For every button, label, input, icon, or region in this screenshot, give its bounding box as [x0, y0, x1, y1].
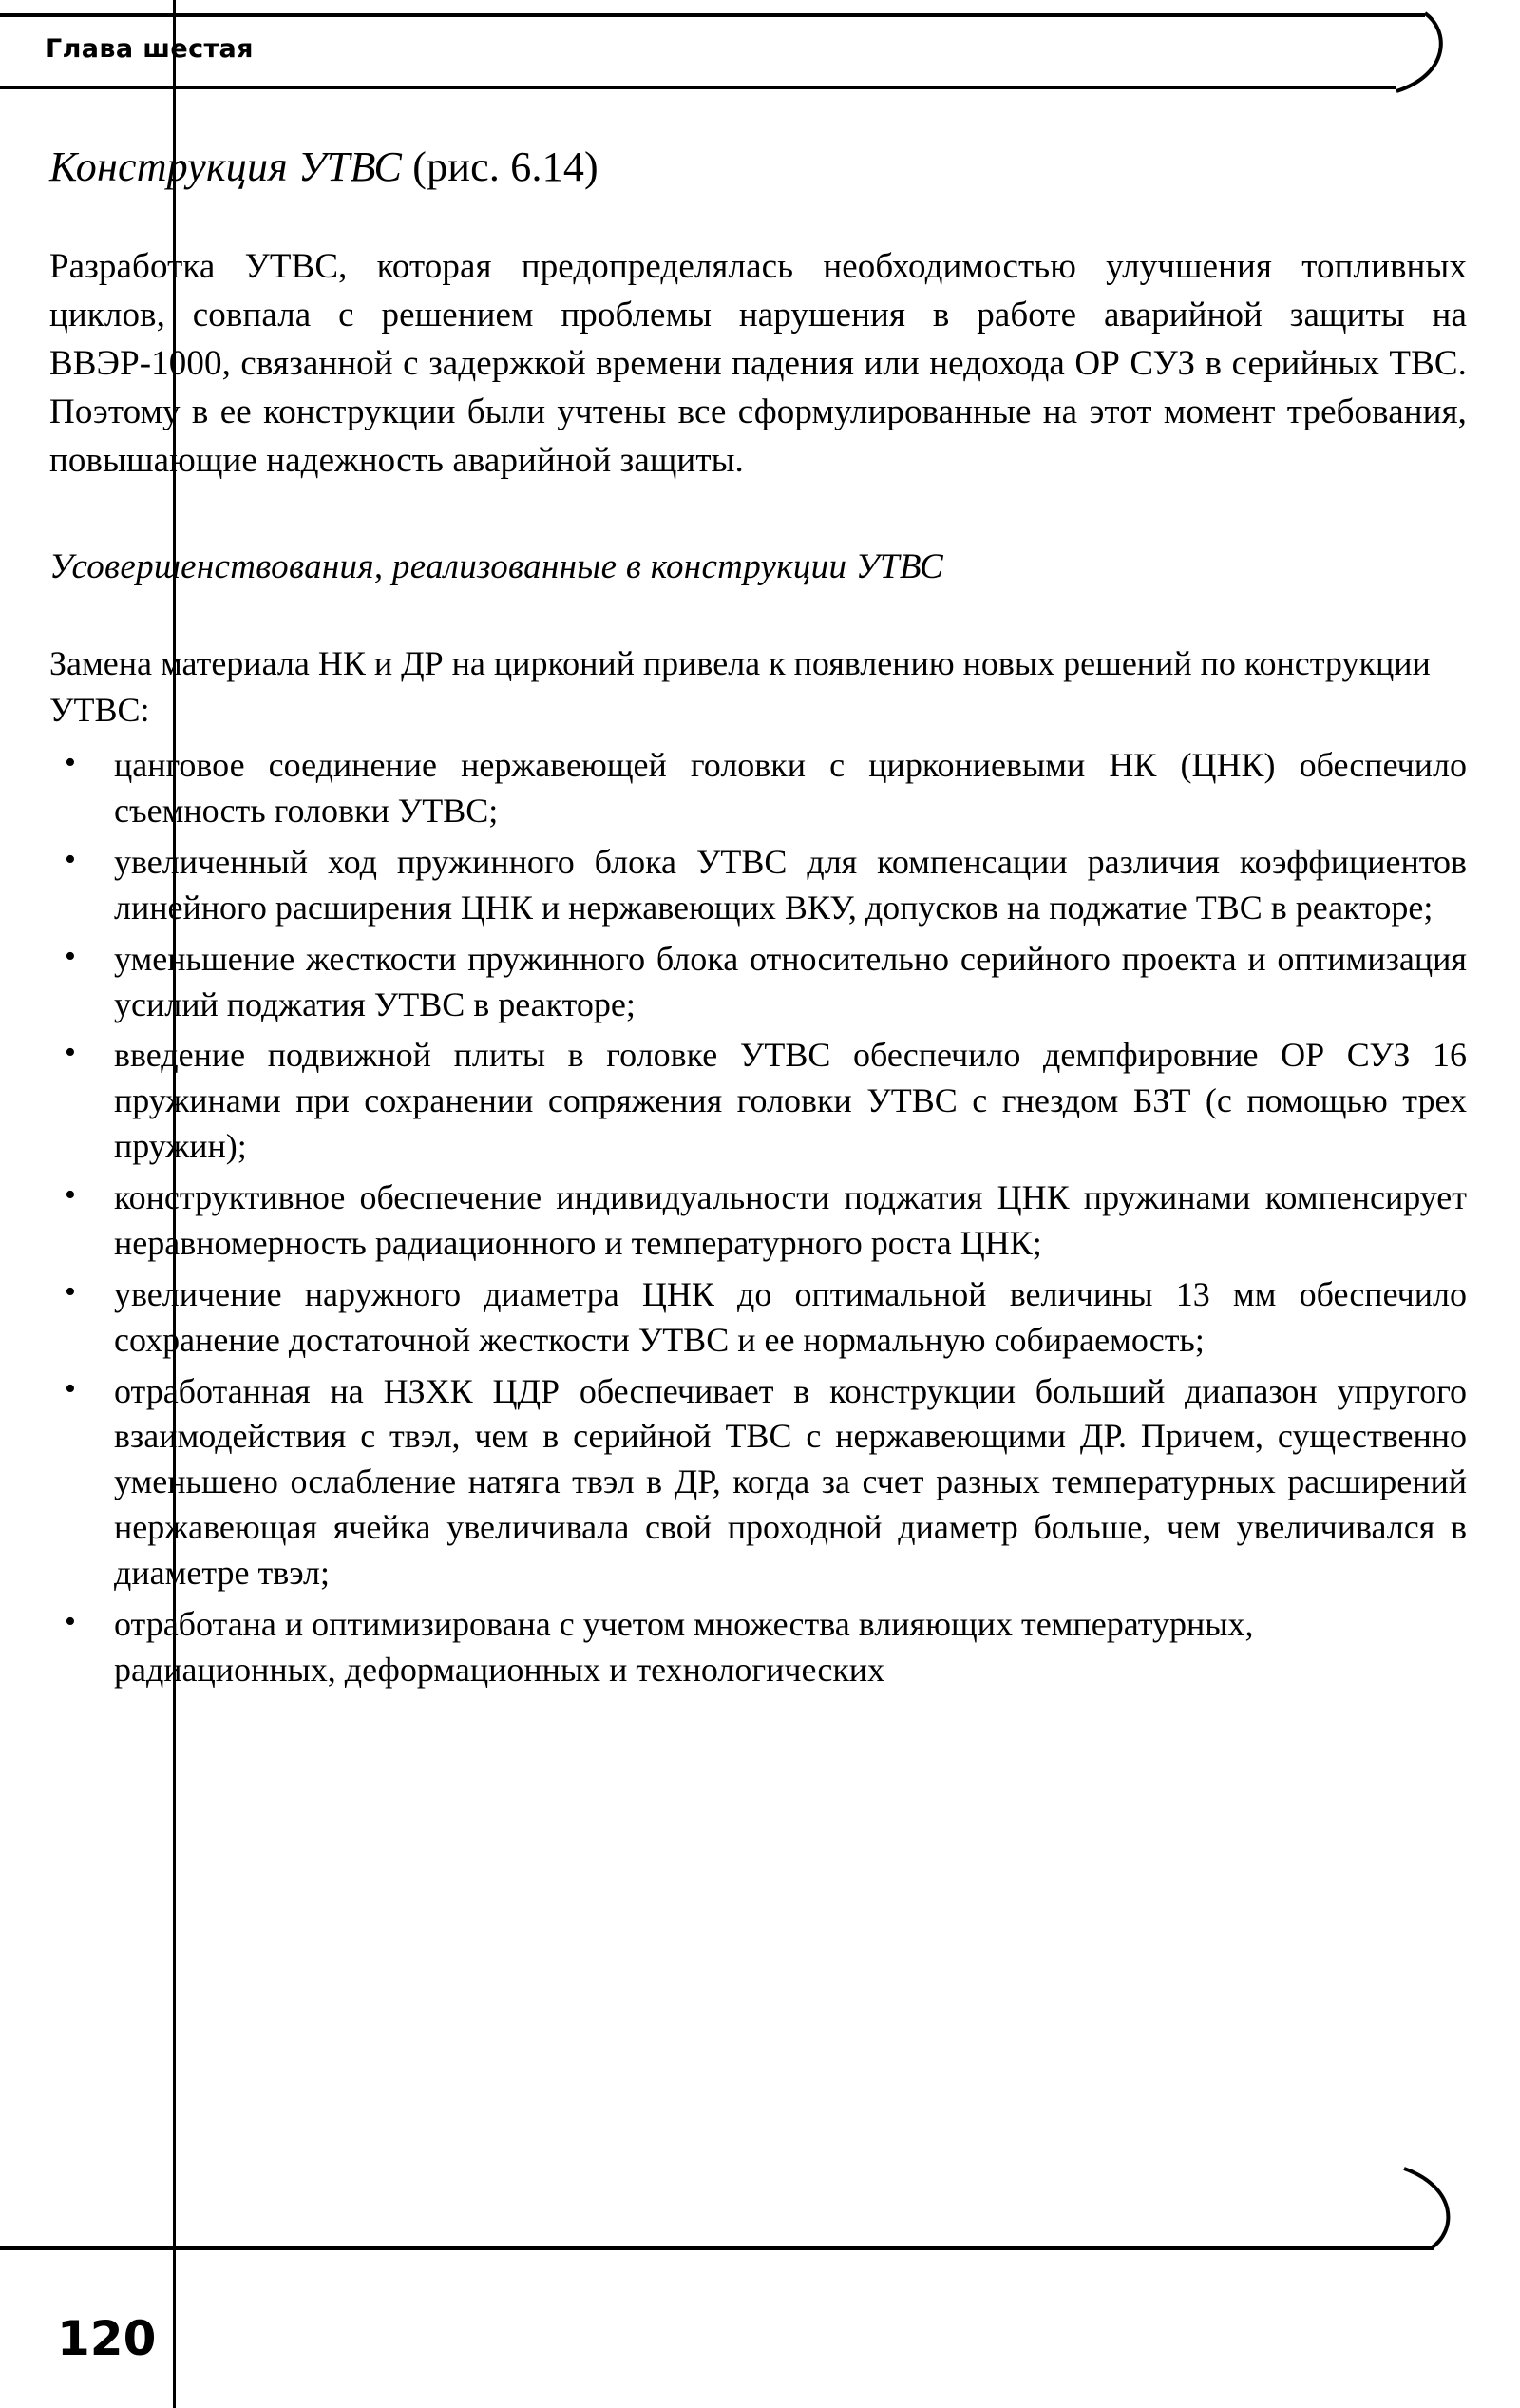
section-title-italic: Конструкция УТВС [49, 143, 403, 190]
page-header [0, 0, 1520, 91]
header-top-rule [0, 13, 1425, 17]
page-number: 120 [57, 2311, 157, 2366]
section-title-figure-ref: (рис. 6.14) [402, 143, 598, 190]
subsection-title: Усовершенствования, реализованные в конструкции УТВС [49, 547, 944, 587]
list-item: • цанговое соединение нержавеющей головки с циркониевыми НК (ЦНК) обеспечило съемность головки УТВС; [49, 743, 1467, 834]
footer-rule [0, 2246, 1434, 2250]
improvements-list [49, 743, 1467, 1693]
list-item: • конструктивное обеспечение индивидуальности поджатия ЦНК пружинами компенсирует неравномерность радиационного и температурного роста ЦНК; [49, 1175, 1467, 1267]
list-item: • отработанная на НЗХК ЦДР обеспечивает в конструкции больший диапазон упругого взаимодействия с твэл, чем в серийной ТВС с нержавеющими ДР. Причем, существенно уменьшено ослабление натяга твэл в ДР, когда за счет разных температурных расширений нержавеющая ячейка увеличивала свой проходной диаметр больше, чем увеличивался в диаметре твэл; [49, 1369, 1467, 1596]
list-item: • увеличение наружного диаметра ЦНК до оптимальной величины 13 мм обеспечило сохранение достаточной жесткости УТВС и ее нормальную собираемость; [49, 1272, 1467, 1364]
footer-bracket-curve [1376, 2165, 1461, 2252]
chapter-title: Глава шестая [46, 34, 254, 64]
list-item: • отработана и оптимизирована с учетом множества влияющих температурных, радиационных, деформационных и технологических [49, 1602, 1467, 1693]
header-bracket-curve [1368, 10, 1454, 95]
list-item: • введение подвижной плиты в головке УТВС обеспечило демпфировние ОР СУЗ 16 пружинами при сохранении сопряжения головки УТВС с гнездом БЗТ (с помощью трех пружин); [49, 1033, 1467, 1170]
list-lead-in: Замена материала НК и ДР на цирконий привела к появлению новых решений по конструкции УТВС: [49, 644, 1431, 730]
section-title [49, 143, 1467, 193]
list-item: • увеличенный ход пружинного блока УТВС для компенсации различия коэффициентов линейного расширения ЦНК и нержавеющих ВКУ, допусков на поджатие ТВС в реакторе; [49, 840, 1467, 931]
intro-paragraph: Разработка УТВС, которая предопределялась необходимостью улучшения топливных циклов, совпала с решением проблемы нарушения в работе аварийной защиты на ВВЭР-1000, связанной с задержкой времени падения или недохода ОР СУЗ в серийных ТВС. Поэтому в ее конструкции были учтены все сформулированные на этот момент требования, повышающие надежность аварийной защиты. [49, 246, 1467, 480]
page-content [49, 143, 1467, 1693]
header-bottom-rule [0, 86, 1396, 89]
list-item: • уменьшение жесткости пружинного блока относительно серийного проекта и оптимизация усилий поджатия УТВС в реакторе; [49, 937, 1467, 1028]
